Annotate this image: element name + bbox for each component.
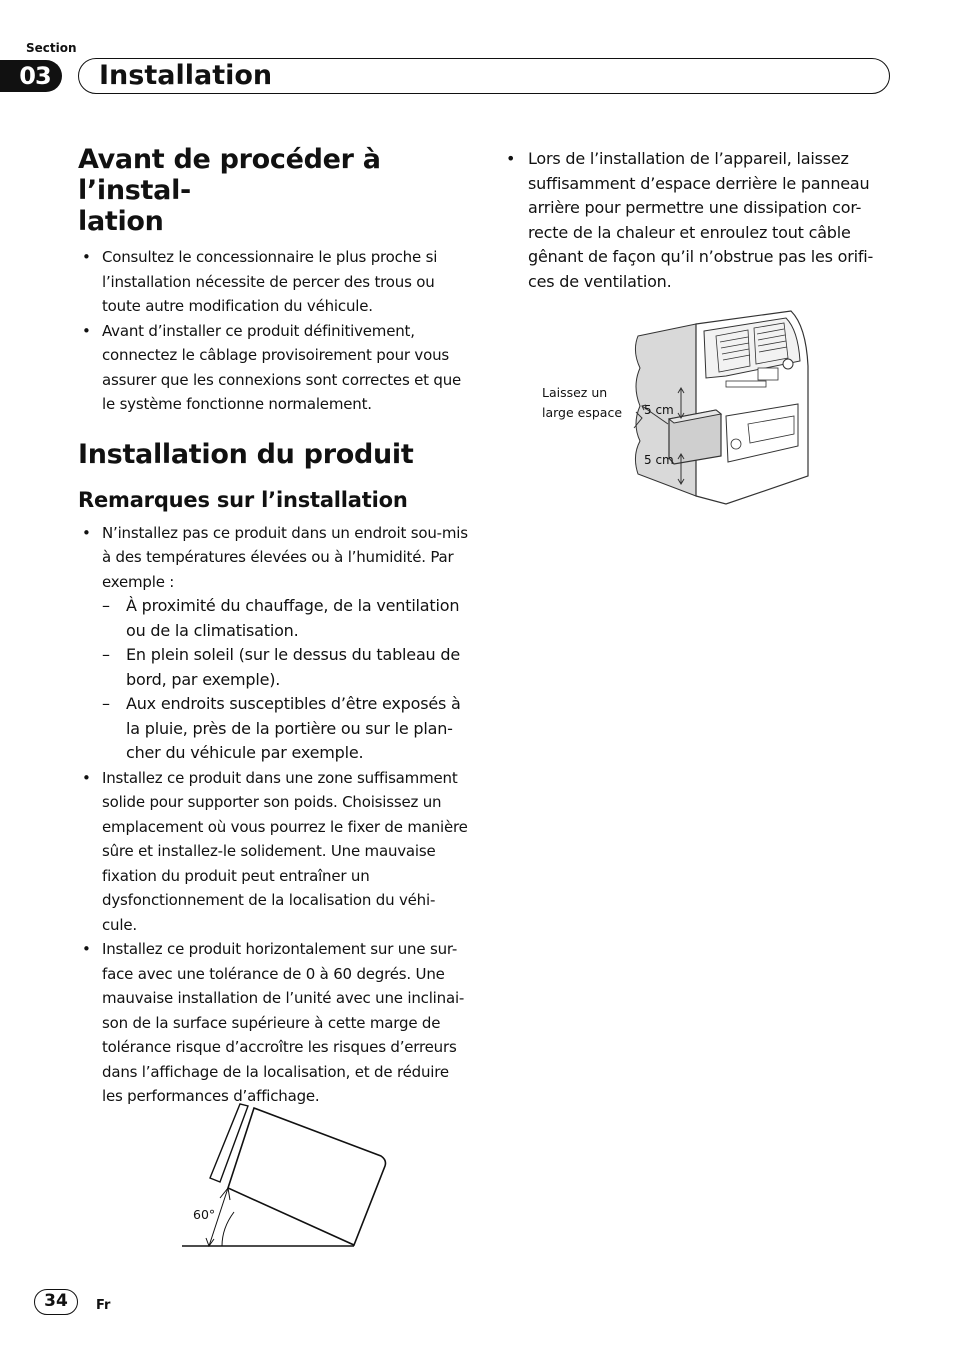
tilt-angle-figure	[176, 1100, 396, 1252]
page-number: 34	[34, 1289, 78, 1315]
list-item: • Lors de l’installation de l’appareil, laissez suffisamment d’espace derrière le panneau arrière pour permettre une dissipation cor-recte de la chaleur et enroulez tout câble gênant de façon qu’il n’obstrue pas les orifi-ces de ventilation.	[502, 147, 894, 294]
ventilation-list	[502, 147, 894, 294]
subheading-installation-notes: Remarques sur l’installation	[78, 487, 408, 512]
angle-label: 60°	[193, 1207, 216, 1222]
list-item: • Installez ce produit dans une zone suffisamment solide pour supporter son poids. Choisissez un emplacement où vous pourrez le fixer de manière sûre et installez-le solidement. Une mauvaise fixation du produit peut entraîner un dysfonctionnement de la localisation du véhi-cule.	[78, 766, 470, 938]
knob-icon	[783, 359, 793, 369]
dim-bottom-label: 5 cm	[644, 453, 674, 467]
heading-before-installation-text: Avant de procéder à l’instal- lation	[78, 144, 381, 237]
heading-before-installation	[78, 144, 470, 237]
list-item: • Installez ce produit horizontalement sur une sur-face avec une tolérance de 0 à 60 degrés. Une mauvaise installation de l’unité avec une inclinai-son de la surface supérieure à cette marge de tolérance risque d’accroître les risques d’erreurs dans l’affichage de la localisation, et de réduire les performances d’affichage.	[78, 937, 470, 1109]
language-code: Fr	[96, 1298, 111, 1313]
list-item: • Avant d’installer ce produit définitivement, connectez le câblage provisoirement pour vous assurer que les connexions sont correctes et que le système fonctionne normalement.	[78, 319, 470, 417]
section-label: Section	[26, 41, 77, 55]
dashboard-clearance-figure	[536, 306, 826, 506]
unit-body	[228, 1108, 386, 1245]
clearance-label-line2: large espace	[542, 405, 623, 420]
list-item: • Consultez le concessionnaire le plus proche si l’installation nécessite de percer des trous ou toute autre modification du véhicule.	[78, 245, 470, 319]
right-column	[502, 139, 894, 294]
dash-item: – En plein soleil (sur le dessus du tableau de bord, par exemple).	[102, 643, 470, 692]
section-title: Installation	[78, 58, 890, 94]
list-item-text: N’installez pas ce produit dans un endroit sou-mis à des températures élevées ou à l’humidité. Par exemple :	[102, 523, 468, 591]
dim-top-label: 5 cm	[644, 403, 674, 417]
installation-notes-list	[78, 521, 470, 1109]
list-item	[78, 521, 470, 766]
before-installation-list	[78, 245, 470, 417]
left-column	[78, 144, 470, 1109]
angle-arc	[222, 1212, 234, 1246]
example-list	[102, 594, 470, 766]
heading-product-installation: Installation du produit	[78, 438, 414, 470]
dash-item: – Aux endroits susceptibles d’être exposés à la pluie, près de la portière ou sur le plan-cher du véhicule par exemple.	[102, 692, 470, 766]
clearance-label-line1: Laissez un	[542, 385, 608, 400]
dash-item: – À proximité du chauffage, de la ventilation ou de la climatisation.	[102, 594, 470, 643]
section-number-badge: 03	[0, 60, 62, 92]
